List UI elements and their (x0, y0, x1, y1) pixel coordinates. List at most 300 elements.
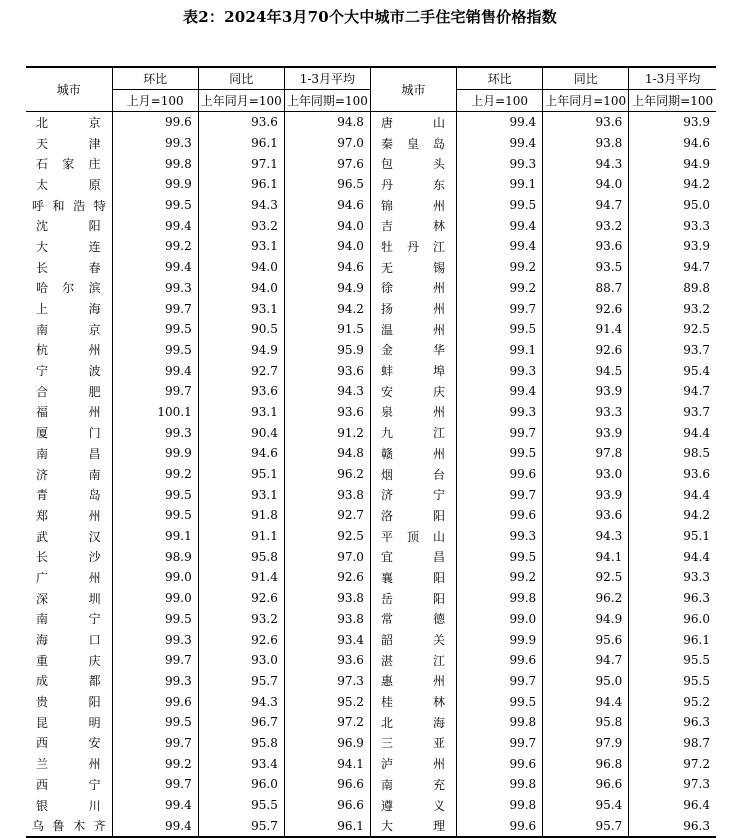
cell-yoy-left: 91.4 (198, 567, 284, 588)
cell-city-left: 大连 (26, 236, 112, 257)
cell-avg-right: 96.4 (683, 798, 710, 813)
cell-city-right: 遵义 (370, 795, 456, 816)
cell-mom-left: 99.2 (112, 753, 198, 774)
header-mom-base-left: 上月=100 (112, 90, 198, 112)
cell-avg-left: 92.6 (284, 567, 370, 588)
cell-avg-left: 94.6 (284, 257, 370, 278)
cell-mom-left: 99.7 (112, 381, 198, 402)
cell-avg-left: 91.5 (284, 319, 370, 340)
header-avg-left: 1-3月平均 (284, 67, 370, 90)
table-row (26, 360, 716, 381)
table-row (26, 174, 716, 195)
table-row (26, 464, 716, 485)
cell-yoy-right: 93.8 (543, 133, 629, 154)
cell-yoy-left: 95.8 (198, 546, 284, 567)
cell-avg-left: 96.1 (284, 815, 370, 837)
table-row (26, 195, 716, 216)
cell-yoy-right: 88.7 (543, 278, 629, 299)
cell-yoy-right: 92.6 (543, 298, 629, 319)
cell-yoy-right: 94.9 (543, 609, 629, 630)
cell-avg-right: 94.2 (683, 508, 710, 523)
header-city-right: 城市 (370, 67, 456, 112)
cell-mom-left: 99.5 (112, 340, 198, 361)
table-row (26, 671, 716, 692)
cell-avg-left: 94.9 (284, 278, 370, 299)
cell-city-right: 济宁 (370, 484, 456, 505)
cell-avg-left: 95.2 (284, 691, 370, 712)
table-row (26, 402, 716, 423)
table-row (26, 112, 716, 133)
cell-yoy-left: 95.5 (198, 795, 284, 816)
cell-mom-left: 98.9 (112, 546, 198, 567)
cell-city-right: 桂林 (370, 691, 456, 712)
cell-mom-left: 99.9 (112, 443, 198, 464)
cell-mom-left: 99.5 (112, 319, 198, 340)
table-title: 表2：2024年3月70个大中城市二手住宅销售价格指数 (183, 8, 557, 26)
table-row (26, 319, 716, 340)
cell-mom-right: 99.6 (457, 505, 543, 526)
cell-city-left: 福州 (26, 402, 112, 423)
cell-city-right: 洛阳 (370, 505, 456, 526)
cell-city-left: 昆明 (26, 712, 112, 733)
cell-avg-left: 94.2 (284, 298, 370, 319)
cell-yoy-right: 95.0 (543, 671, 629, 692)
cell-city-right: 吉林 (370, 215, 456, 236)
cell-mom-left: 99.5 (112, 484, 198, 505)
cell-avg-right: 93.7 (683, 404, 710, 419)
cell-mom-left: 99.3 (112, 629, 198, 650)
cell-city-right: 牡丹江 (370, 236, 456, 257)
cell-yoy-right: 91.4 (543, 319, 629, 340)
cell-city-left: 深圳 (26, 588, 112, 609)
cell-mom-right: 99.7 (457, 484, 543, 505)
cell-mom-left: 99.6 (112, 691, 198, 712)
cell-avg-right: 96.3 (629, 815, 716, 837)
cell-avg-right: 97.2 (683, 756, 710, 771)
cell-avg-left: 97.0 (284, 546, 370, 567)
cell-city-right: 宜昌 (370, 546, 456, 567)
cell-yoy-left: 94.6 (198, 443, 284, 464)
cell-yoy-left: 95.1 (198, 464, 284, 485)
cell-avg-left: 94.8 (284, 112, 370, 133)
cell-mom-left: 99.5 (112, 195, 198, 216)
cell-yoy-right: 97.9 (543, 733, 629, 754)
cell-city-left: 乌鲁木齐 (26, 815, 112, 837)
cell-mom-left: 99.7 (112, 733, 198, 754)
cell-mom-left: 99.9 (112, 174, 198, 195)
cell-avg-right: 94.4 (683, 425, 710, 440)
cell-city-left: 南昌 (26, 443, 112, 464)
table-row (26, 546, 716, 567)
cell-yoy-right: 95.8 (543, 712, 629, 733)
cell-yoy-right: 94.7 (543, 650, 629, 671)
cell-city-left: 成都 (26, 671, 112, 692)
cell-yoy-right: 95.7 (543, 815, 629, 837)
cell-mom-right: 99.4 (457, 112, 543, 133)
cell-city-right: 韶关 (370, 629, 456, 650)
cell-city-right: 襄阳 (370, 567, 456, 588)
cell-mom-left: 99.4 (112, 360, 198, 381)
cell-avg-left: 93.6 (284, 650, 370, 671)
cell-city-left: 贵阳 (26, 691, 112, 712)
table-body (26, 112, 716, 838)
cell-city-left: 武汉 (26, 526, 112, 547)
cell-mom-right: 99.3 (457, 360, 543, 381)
cell-avg-left: 92.7 (284, 505, 370, 526)
cell-yoy-left: 95.8 (198, 733, 284, 754)
table-row (26, 381, 716, 402)
header-avg-base-left: 上年同期=100 (284, 90, 370, 112)
cell-avg-right: 98.7 (683, 735, 710, 750)
cell-avg-right: 93.9 (683, 239, 710, 254)
cell-avg-right: 94.7 (683, 260, 710, 275)
cell-avg-right: 93.3 (683, 218, 710, 233)
cell-mom-left: 99.0 (112, 567, 198, 588)
cell-avg-left: 93.6 (284, 360, 370, 381)
cell-city-left: 南京 (26, 319, 112, 340)
cell-mom-left: 99.4 (112, 795, 198, 816)
cell-city-right: 九江 (370, 422, 456, 443)
cell-avg-right: 94.6 (683, 136, 710, 151)
cell-yoy-left: 94.3 (198, 691, 284, 712)
table-row (26, 443, 716, 464)
cell-avg-right: 95.5 (683, 673, 710, 688)
cell-yoy-right: 94.3 (543, 526, 629, 547)
cell-avg-right: 93.9 (683, 115, 710, 130)
cell-mom-right: 99.7 (457, 733, 543, 754)
cell-mom-left: 99.3 (112, 133, 198, 154)
cell-yoy-left: 97.1 (198, 153, 284, 174)
cell-city-right: 泉州 (370, 402, 456, 423)
cell-avg-right: 96.0 (683, 611, 710, 626)
cell-avg-right: 94.4 (683, 487, 710, 502)
cell-city-left: 长沙 (26, 546, 112, 567)
cell-avg-right: 94.2 (683, 177, 710, 192)
cell-city-right: 包头 (370, 153, 456, 174)
cell-city-right: 常德 (370, 609, 456, 630)
cell-city-left: 重庆 (26, 650, 112, 671)
table-row (26, 567, 716, 588)
cell-avg-left: 94.0 (284, 215, 370, 236)
cell-city-left: 西安 (26, 733, 112, 754)
cell-yoy-right: 93.9 (543, 422, 629, 443)
header-yoy-left: 同比 (198, 67, 284, 90)
cell-city-right: 扬州 (370, 298, 456, 319)
cell-mom-right: 99.9 (457, 629, 543, 650)
cell-city-left: 天津 (26, 133, 112, 154)
cell-yoy-left: 94.0 (198, 278, 284, 299)
cell-avg-right: 95.2 (683, 694, 710, 709)
cell-avg-left: 95.9 (284, 340, 370, 361)
cell-mom-right: 99.7 (457, 422, 543, 443)
cell-city-left: 宁波 (26, 360, 112, 381)
table-row (26, 484, 716, 505)
cell-city-right: 秦皇岛 (370, 133, 456, 154)
table-row (26, 588, 716, 609)
cell-city-left: 兰州 (26, 753, 112, 774)
cell-mom-right: 99.6 (457, 815, 543, 837)
cell-city-left: 上海 (26, 298, 112, 319)
header-avg-base-right: 上年同期=100 (629, 90, 716, 112)
cell-avg-left: 96.5 (284, 174, 370, 195)
cell-yoy-left: 92.6 (198, 588, 284, 609)
cell-avg-left: 93.8 (284, 588, 370, 609)
cell-mom-right: 99.5 (457, 319, 543, 340)
cell-city-right: 北海 (370, 712, 456, 733)
cell-mom-right: 99.6 (457, 464, 543, 485)
table-row (26, 133, 716, 154)
cell-yoy-right: 93.9 (543, 381, 629, 402)
cell-mom-right: 99.4 (457, 133, 543, 154)
cell-city-right: 烟台 (370, 464, 456, 485)
cell-mom-right: 99.6 (457, 650, 543, 671)
cell-yoy-right: 93.0 (543, 464, 629, 485)
cell-avg-right: 94.7 (683, 384, 710, 399)
cell-yoy-left: 93.4 (198, 753, 284, 774)
cell-yoy-right: 94.0 (543, 174, 629, 195)
table-row (26, 278, 716, 299)
table-row (26, 215, 716, 236)
cell-yoy-left: 96.7 (198, 712, 284, 733)
cell-yoy-right: 93.6 (543, 112, 629, 133)
cell-city-right: 蚌埠 (370, 360, 456, 381)
cell-yoy-right: 93.9 (543, 484, 629, 505)
cell-avg-left: 93.8 (284, 484, 370, 505)
cell-yoy-left: 93.0 (198, 650, 284, 671)
cell-mom-left: 99.4 (112, 215, 198, 236)
table-row (26, 815, 716, 837)
cell-city-left: 广州 (26, 567, 112, 588)
cell-mom-right: 99.2 (457, 567, 543, 588)
table-row (26, 774, 716, 795)
table-row (26, 257, 716, 278)
cell-avg-left: 96.6 (284, 795, 370, 816)
cell-avg-right: 93.2 (683, 301, 710, 316)
cell-mom-right: 99.8 (457, 774, 543, 795)
cell-yoy-left: 93.1 (198, 484, 284, 505)
header-avg-right: 1-3月平均 (629, 67, 716, 90)
cell-city-right: 安庆 (370, 381, 456, 402)
header-city-left: 城市 (26, 67, 112, 112)
cell-mom-right: 99.3 (457, 153, 543, 174)
cell-avg-right: 93.3 (683, 570, 710, 585)
cell-mom-right: 99.7 (457, 671, 543, 692)
cell-yoy-left: 93.6 (198, 381, 284, 402)
cell-avg-left: 97.0 (284, 133, 370, 154)
cell-yoy-right: 94.3 (543, 153, 629, 174)
cell-mom-left: 99.8 (112, 153, 198, 174)
cell-yoy-right: 93.6 (543, 236, 629, 257)
cell-yoy-left: 94.0 (198, 257, 284, 278)
cell-avg-right: 94.9 (683, 156, 710, 171)
cell-city-right: 无锡 (370, 257, 456, 278)
cell-city-right: 岳阳 (370, 588, 456, 609)
cell-city-left: 长春 (26, 257, 112, 278)
cell-avg-left: 92.5 (284, 526, 370, 547)
cell-mom-left: 99.2 (112, 464, 198, 485)
cell-city-left: 西宁 (26, 774, 112, 795)
cell-yoy-left: 93.2 (198, 609, 284, 630)
table-row (26, 298, 716, 319)
cell-mom-right: 99.4 (457, 215, 543, 236)
cell-yoy-right: 95.4 (543, 795, 629, 816)
cell-avg-left: 97.3 (284, 671, 370, 692)
cell-yoy-left: 91.1 (198, 526, 284, 547)
table-row (26, 753, 716, 774)
table-row (26, 691, 716, 712)
cell-yoy-left: 94.3 (198, 195, 284, 216)
cell-avg-right: 96.1 (683, 632, 710, 647)
cell-mom-left: 99.7 (112, 650, 198, 671)
cell-yoy-left: 95.7 (198, 815, 284, 837)
cell-avg-right: 93.6 (683, 467, 710, 482)
cell-city-right: 锦州 (370, 195, 456, 216)
cell-avg-left: 91.2 (284, 422, 370, 443)
cell-mom-right: 99.0 (457, 609, 543, 630)
cell-yoy-left: 96.1 (198, 174, 284, 195)
cell-avg-left: 94.6 (284, 195, 370, 216)
cell-city-right: 南充 (370, 774, 456, 795)
cell-mom-left: 99.5 (112, 505, 198, 526)
cell-yoy-left: 96.0 (198, 774, 284, 795)
cell-mom-left: 99.3 (112, 422, 198, 443)
cell-city-left: 杭州 (26, 340, 112, 361)
cell-mom-right: 99.3 (457, 402, 543, 423)
cell-yoy-left: 92.6 (198, 629, 284, 650)
cell-city-right: 温州 (370, 319, 456, 340)
header-yoy-base-left: 上年同月=100 (198, 90, 284, 112)
cell-avg-left: 94.3 (284, 381, 370, 402)
cell-mom-left: 99.1 (112, 526, 198, 547)
cell-city-right: 丹东 (370, 174, 456, 195)
table-row (26, 153, 716, 174)
cell-city-left: 厦门 (26, 422, 112, 443)
price-index-table (26, 66, 716, 838)
cell-mom-right: 99.4 (457, 236, 543, 257)
cell-yoy-right: 92.5 (543, 567, 629, 588)
cell-mom-right: 99.8 (457, 712, 543, 733)
cell-yoy-left: 94.9 (198, 340, 284, 361)
cell-city-right: 大理 (370, 815, 456, 837)
cell-mom-left: 99.7 (112, 298, 198, 319)
cell-avg-left: 93.4 (284, 629, 370, 650)
cell-yoy-right: 93.6 (543, 505, 629, 526)
header-mom-left: 环比 (112, 67, 198, 90)
cell-city-left: 青岛 (26, 484, 112, 505)
cell-avg-right: 95.1 (683, 529, 710, 544)
cell-mom-right: 99.1 (457, 340, 543, 361)
cell-yoy-right: 94.5 (543, 360, 629, 381)
cell-city-right: 徐州 (370, 278, 456, 299)
cell-city-right: 平顶山 (370, 526, 456, 547)
cell-mom-right: 99.5 (457, 195, 543, 216)
cell-mom-left: 99.3 (112, 278, 198, 299)
cell-yoy-left: 93.2 (198, 215, 284, 236)
cell-avg-left: 96.9 (284, 733, 370, 754)
cell-mom-right: 99.7 (457, 298, 543, 319)
cell-city-right: 泸州 (370, 753, 456, 774)
cell-yoy-right: 96.2 (543, 588, 629, 609)
cell-mom-right: 99.4 (457, 381, 543, 402)
cell-avg-right: 95.5 (683, 653, 710, 668)
cell-avg-left: 94.1 (284, 753, 370, 774)
cell-yoy-left: 90.4 (198, 422, 284, 443)
cell-yoy-left: 93.1 (198, 402, 284, 423)
cell-yoy-right: 97.8 (543, 443, 629, 464)
cell-yoy-left: 93.1 (198, 236, 284, 257)
cell-mom-left: 99.6 (112, 112, 198, 133)
cell-avg-right: 95.0 (683, 198, 710, 213)
cell-city-left: 济南 (26, 464, 112, 485)
cell-city-left: 郑州 (26, 505, 112, 526)
cell-mom-right: 99.5 (457, 546, 543, 567)
cell-city-left: 石家庄 (26, 153, 112, 174)
table-header (26, 67, 716, 112)
cell-avg-right: 96.3 (683, 715, 710, 730)
cell-yoy-right: 96.8 (543, 753, 629, 774)
cell-yoy-left: 92.7 (198, 360, 284, 381)
cell-mom-left: 99.3 (112, 671, 198, 692)
cell-mom-left: 99.0 (112, 588, 198, 609)
cell-avg-left: 94.8 (284, 443, 370, 464)
cell-mom-left: 99.5 (112, 712, 198, 733)
cell-city-left: 北京 (26, 112, 112, 133)
cell-avg-left: 94.0 (284, 236, 370, 257)
cell-avg-right: 98.5 (683, 446, 710, 461)
cell-yoy-right: 93.5 (543, 257, 629, 278)
cell-yoy-right: 94.4 (543, 691, 629, 712)
table-row (26, 733, 716, 754)
cell-mom-left: 99.2 (112, 236, 198, 257)
cell-city-left: 太原 (26, 174, 112, 195)
cell-yoy-right: 94.7 (543, 195, 629, 216)
cell-city-left: 银川 (26, 795, 112, 816)
table-row (26, 629, 716, 650)
cell-mom-left: 99.7 (112, 774, 198, 795)
cell-yoy-left: 96.1 (198, 133, 284, 154)
cell-city-right: 三亚 (370, 733, 456, 754)
cell-avg-right: 89.8 (683, 280, 710, 295)
cell-yoy-right: 95.6 (543, 629, 629, 650)
cell-mom-left: 99.5 (112, 609, 198, 630)
table-row (26, 340, 716, 361)
cell-avg-right: 95.4 (683, 363, 710, 378)
header-mom-right: 环比 (457, 67, 543, 90)
cell-city-left: 海口 (26, 629, 112, 650)
cell-avg-right: 92.5 (683, 322, 710, 337)
table-row (26, 650, 716, 671)
table-row (26, 236, 716, 257)
cell-yoy-left: 93.6 (198, 112, 284, 133)
table-row (26, 712, 716, 733)
cell-yoy-left: 95.7 (198, 671, 284, 692)
cell-city-right: 赣州 (370, 443, 456, 464)
cell-mom-right: 99.6 (457, 753, 543, 774)
table-row (26, 526, 716, 547)
cell-avg-left: 93.6 (284, 402, 370, 423)
cell-city-right: 唐山 (370, 112, 456, 133)
cell-mom-right: 99.2 (457, 278, 543, 299)
cell-yoy-right: 96.6 (543, 774, 629, 795)
cell-mom-right: 99.3 (457, 526, 543, 547)
cell-yoy-left: 93.1 (198, 298, 284, 319)
cell-mom-right: 99.5 (457, 691, 543, 712)
cell-mom-right: 99.5 (457, 443, 543, 464)
header-mom-base-right: 上月=100 (457, 90, 543, 112)
cell-avg-left: 97.6 (284, 153, 370, 174)
cell-city-left: 呼和浩特 (26, 195, 112, 216)
cell-mom-right: 99.1 (457, 174, 543, 195)
